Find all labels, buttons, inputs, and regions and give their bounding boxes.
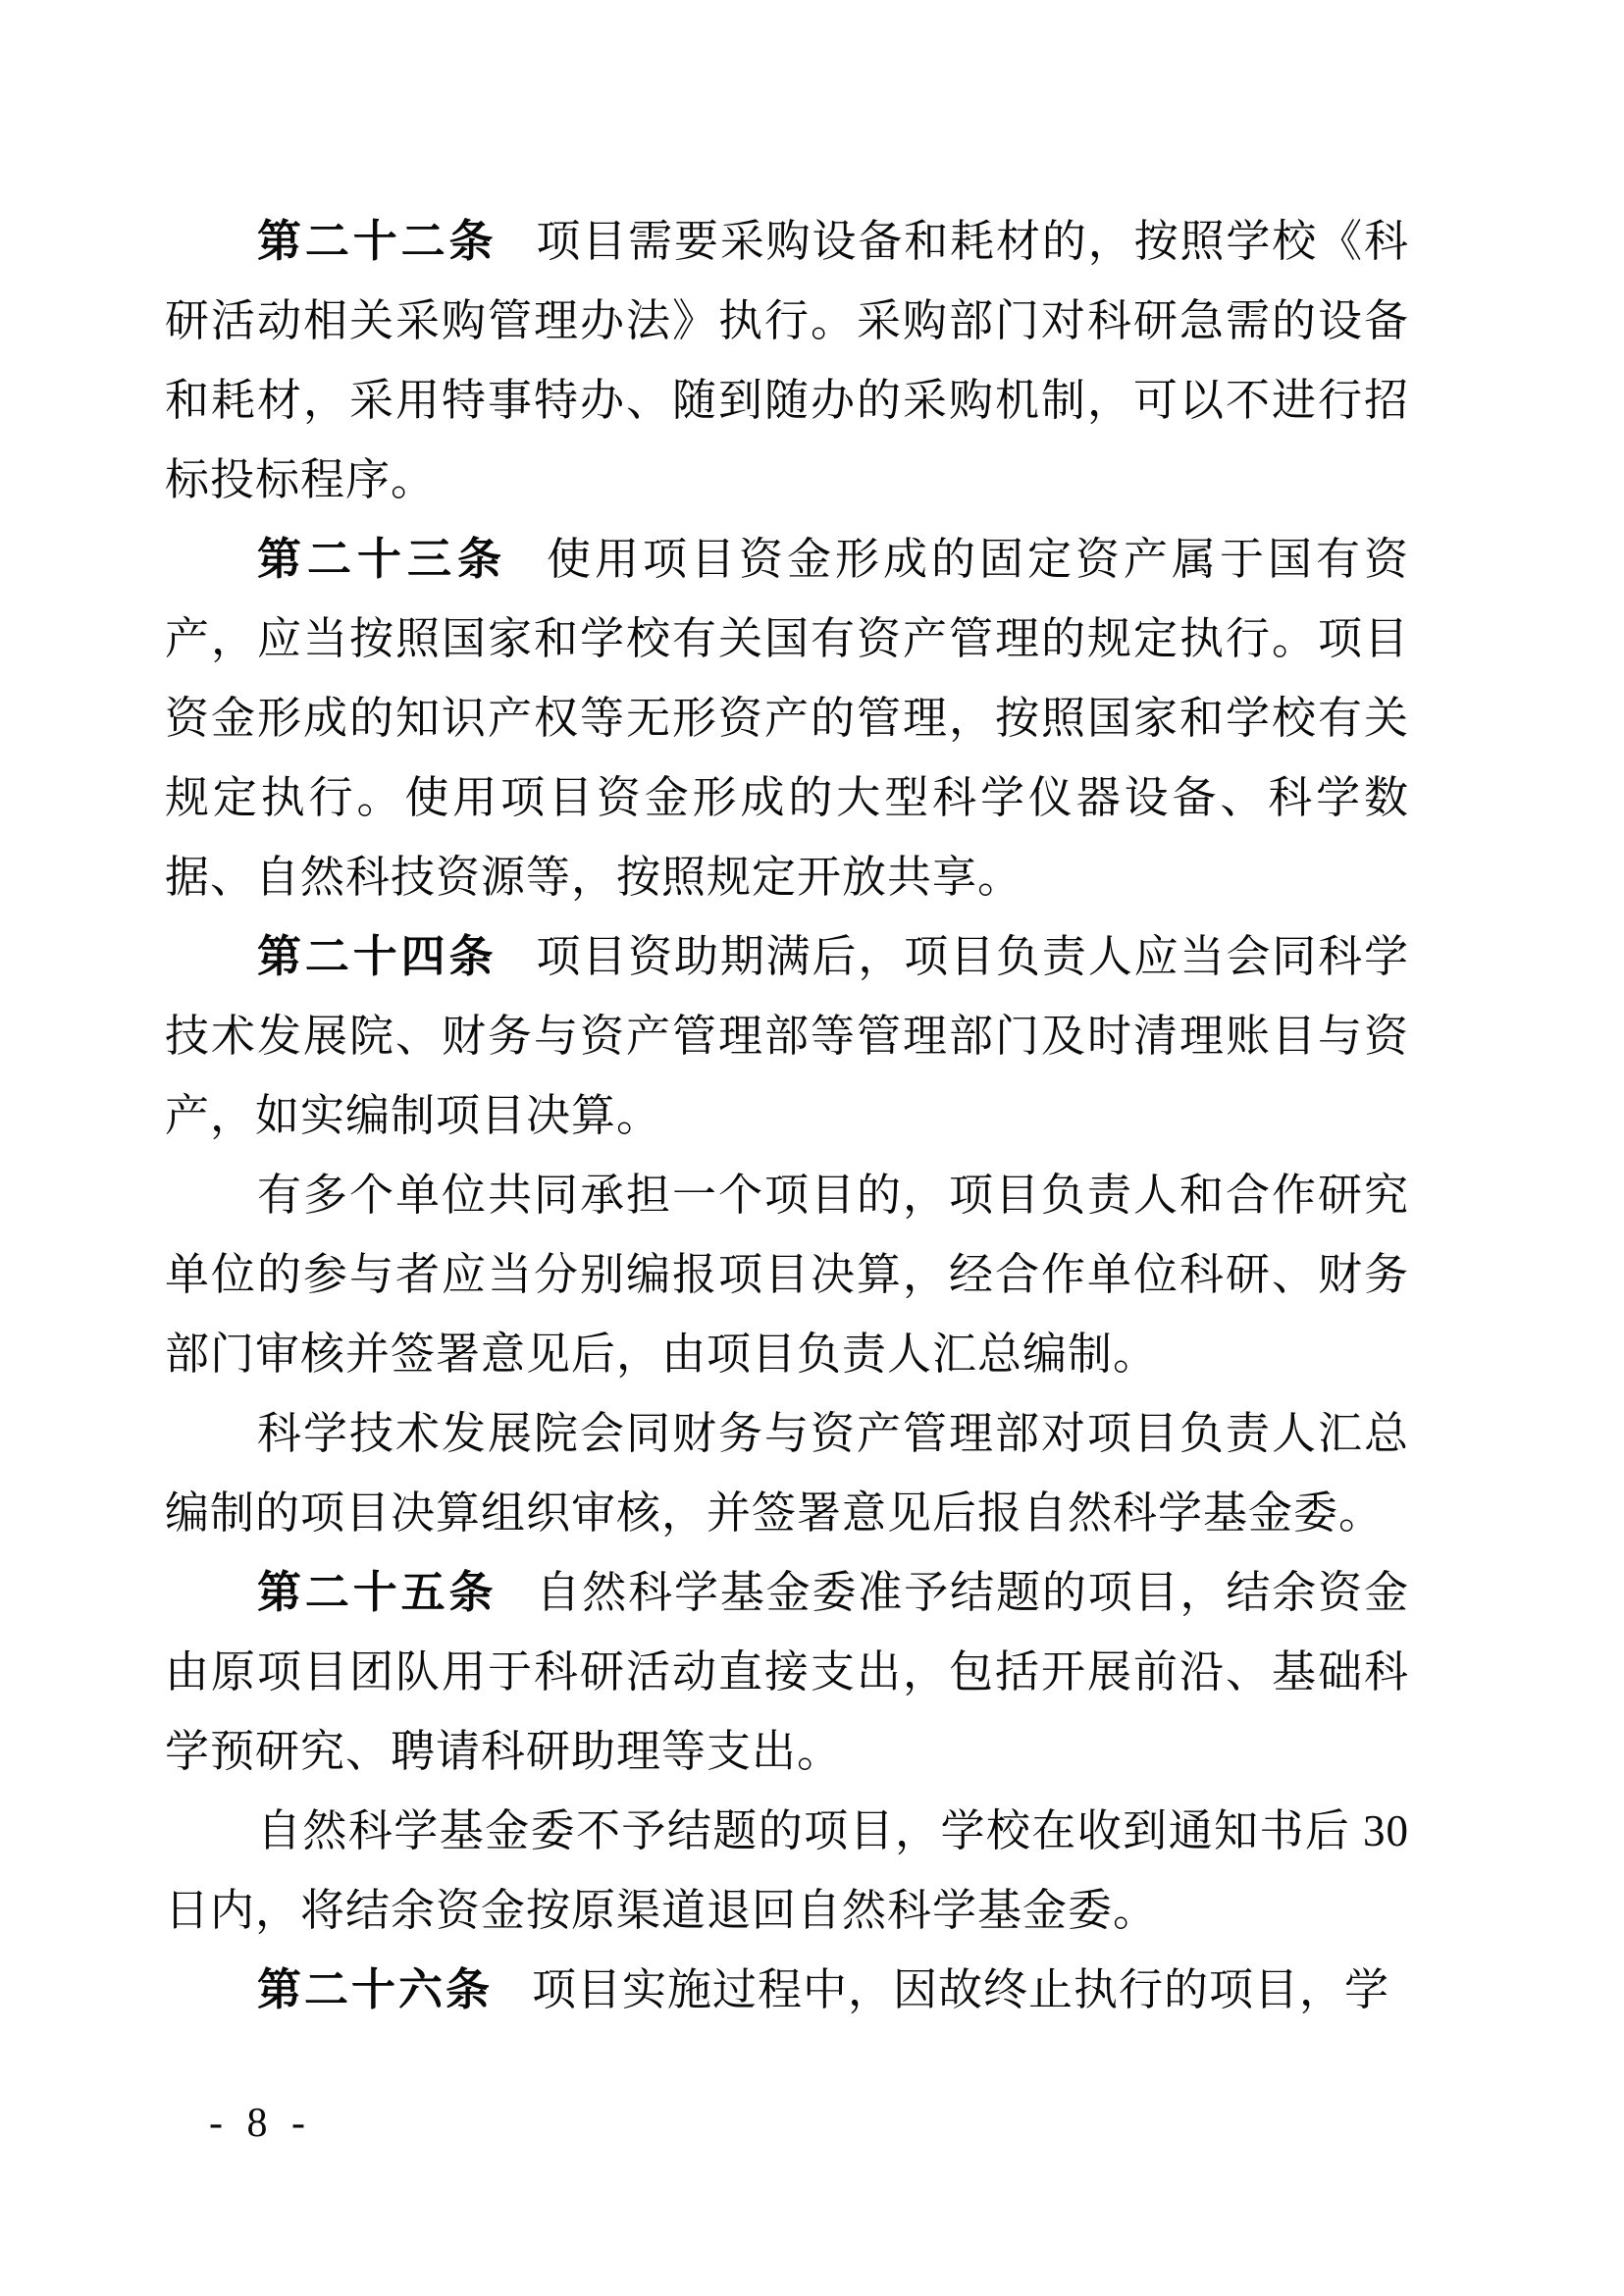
- paragraph-article-23: [165, 520, 1409, 917]
- article-number: 第二十六条: [257, 1965, 494, 2014]
- paragraph-article-25: [165, 1553, 1409, 1792]
- paragraph-text: 项目实施过程中，因故终止执行的项目，学: [532, 1965, 1390, 2014]
- paragraph-article-24: [165, 917, 1409, 1156]
- article-number: 第二十三条: [257, 535, 507, 584]
- paragraph-text: 项目需要采购设备和耗材的，按照学校《科研活动相关采购管理办法》执行。采购部门对科研急需的设备和耗材，采用特事特办、随到随办的采购机制，可以不进行招标投标程序。: [165, 217, 1409, 504]
- article-number: 第二十二条: [257, 217, 498, 266]
- paragraph-article-25-continuation: [165, 1792, 1409, 1951]
- document-body: [165, 202, 1409, 2030]
- page-number: - 8 -: [209, 2101, 312, 2146]
- paragraph-text: 有多个单位共同承担一个项目的，项目负责人和合作研究单位的参与者应当分别编报项目决算，经合作单位科研、财务部门审核并签署意见后，由项目负责人汇总编制。: [165, 1171, 1409, 1379]
- paragraph-article-22: [165, 202, 1409, 520]
- paragraph-text: 项目资助期满后，项目负责人应当会同科学技术发展院、财务与资产管理部等管理部门及时清理账目与资产，如实编制项目决算。: [165, 932, 1409, 1140]
- paragraph-text: 自然科学基金委不予结题的项目，学校在收到通知书后 30 日内，将结余资金按原渠道退回自然科学基金委。: [165, 1806, 1409, 1935]
- paragraph-text: 科学技术发展院会同财务与资产管理部对项目负责人汇总编制的项目决算组织审核，并签署意见后报自然科学基金委。: [165, 1409, 1409, 1538]
- paragraph-article-24-continuation-2: [165, 1394, 1409, 1553]
- paragraph-text: 使用项目资金形成的固定资产属于国有资产，应当按照国家和学校有关国有资产管理的规定执行。项目资金形成的知识产权等无形资产的管理，按照国家和学校有关规定执行。使用项目资金形成的大型科学仪器设备、科学数据、自然科技资源等，按照规定开放共享。: [165, 535, 1409, 902]
- article-number: 第二十五条: [257, 1568, 498, 1617]
- article-number: 第二十四条: [257, 932, 498, 981]
- paragraph-article-26: [165, 1951, 1409, 2030]
- paragraph-article-24-continuation-1: [165, 1156, 1409, 1394]
- paragraph-text: 自然科学基金委准予结题的项目，结余资金由原项目团队用于科研活动直接支出，包括开展前沿、基础科学预研究、聘请科研助理等支出。: [165, 1568, 1409, 1776]
